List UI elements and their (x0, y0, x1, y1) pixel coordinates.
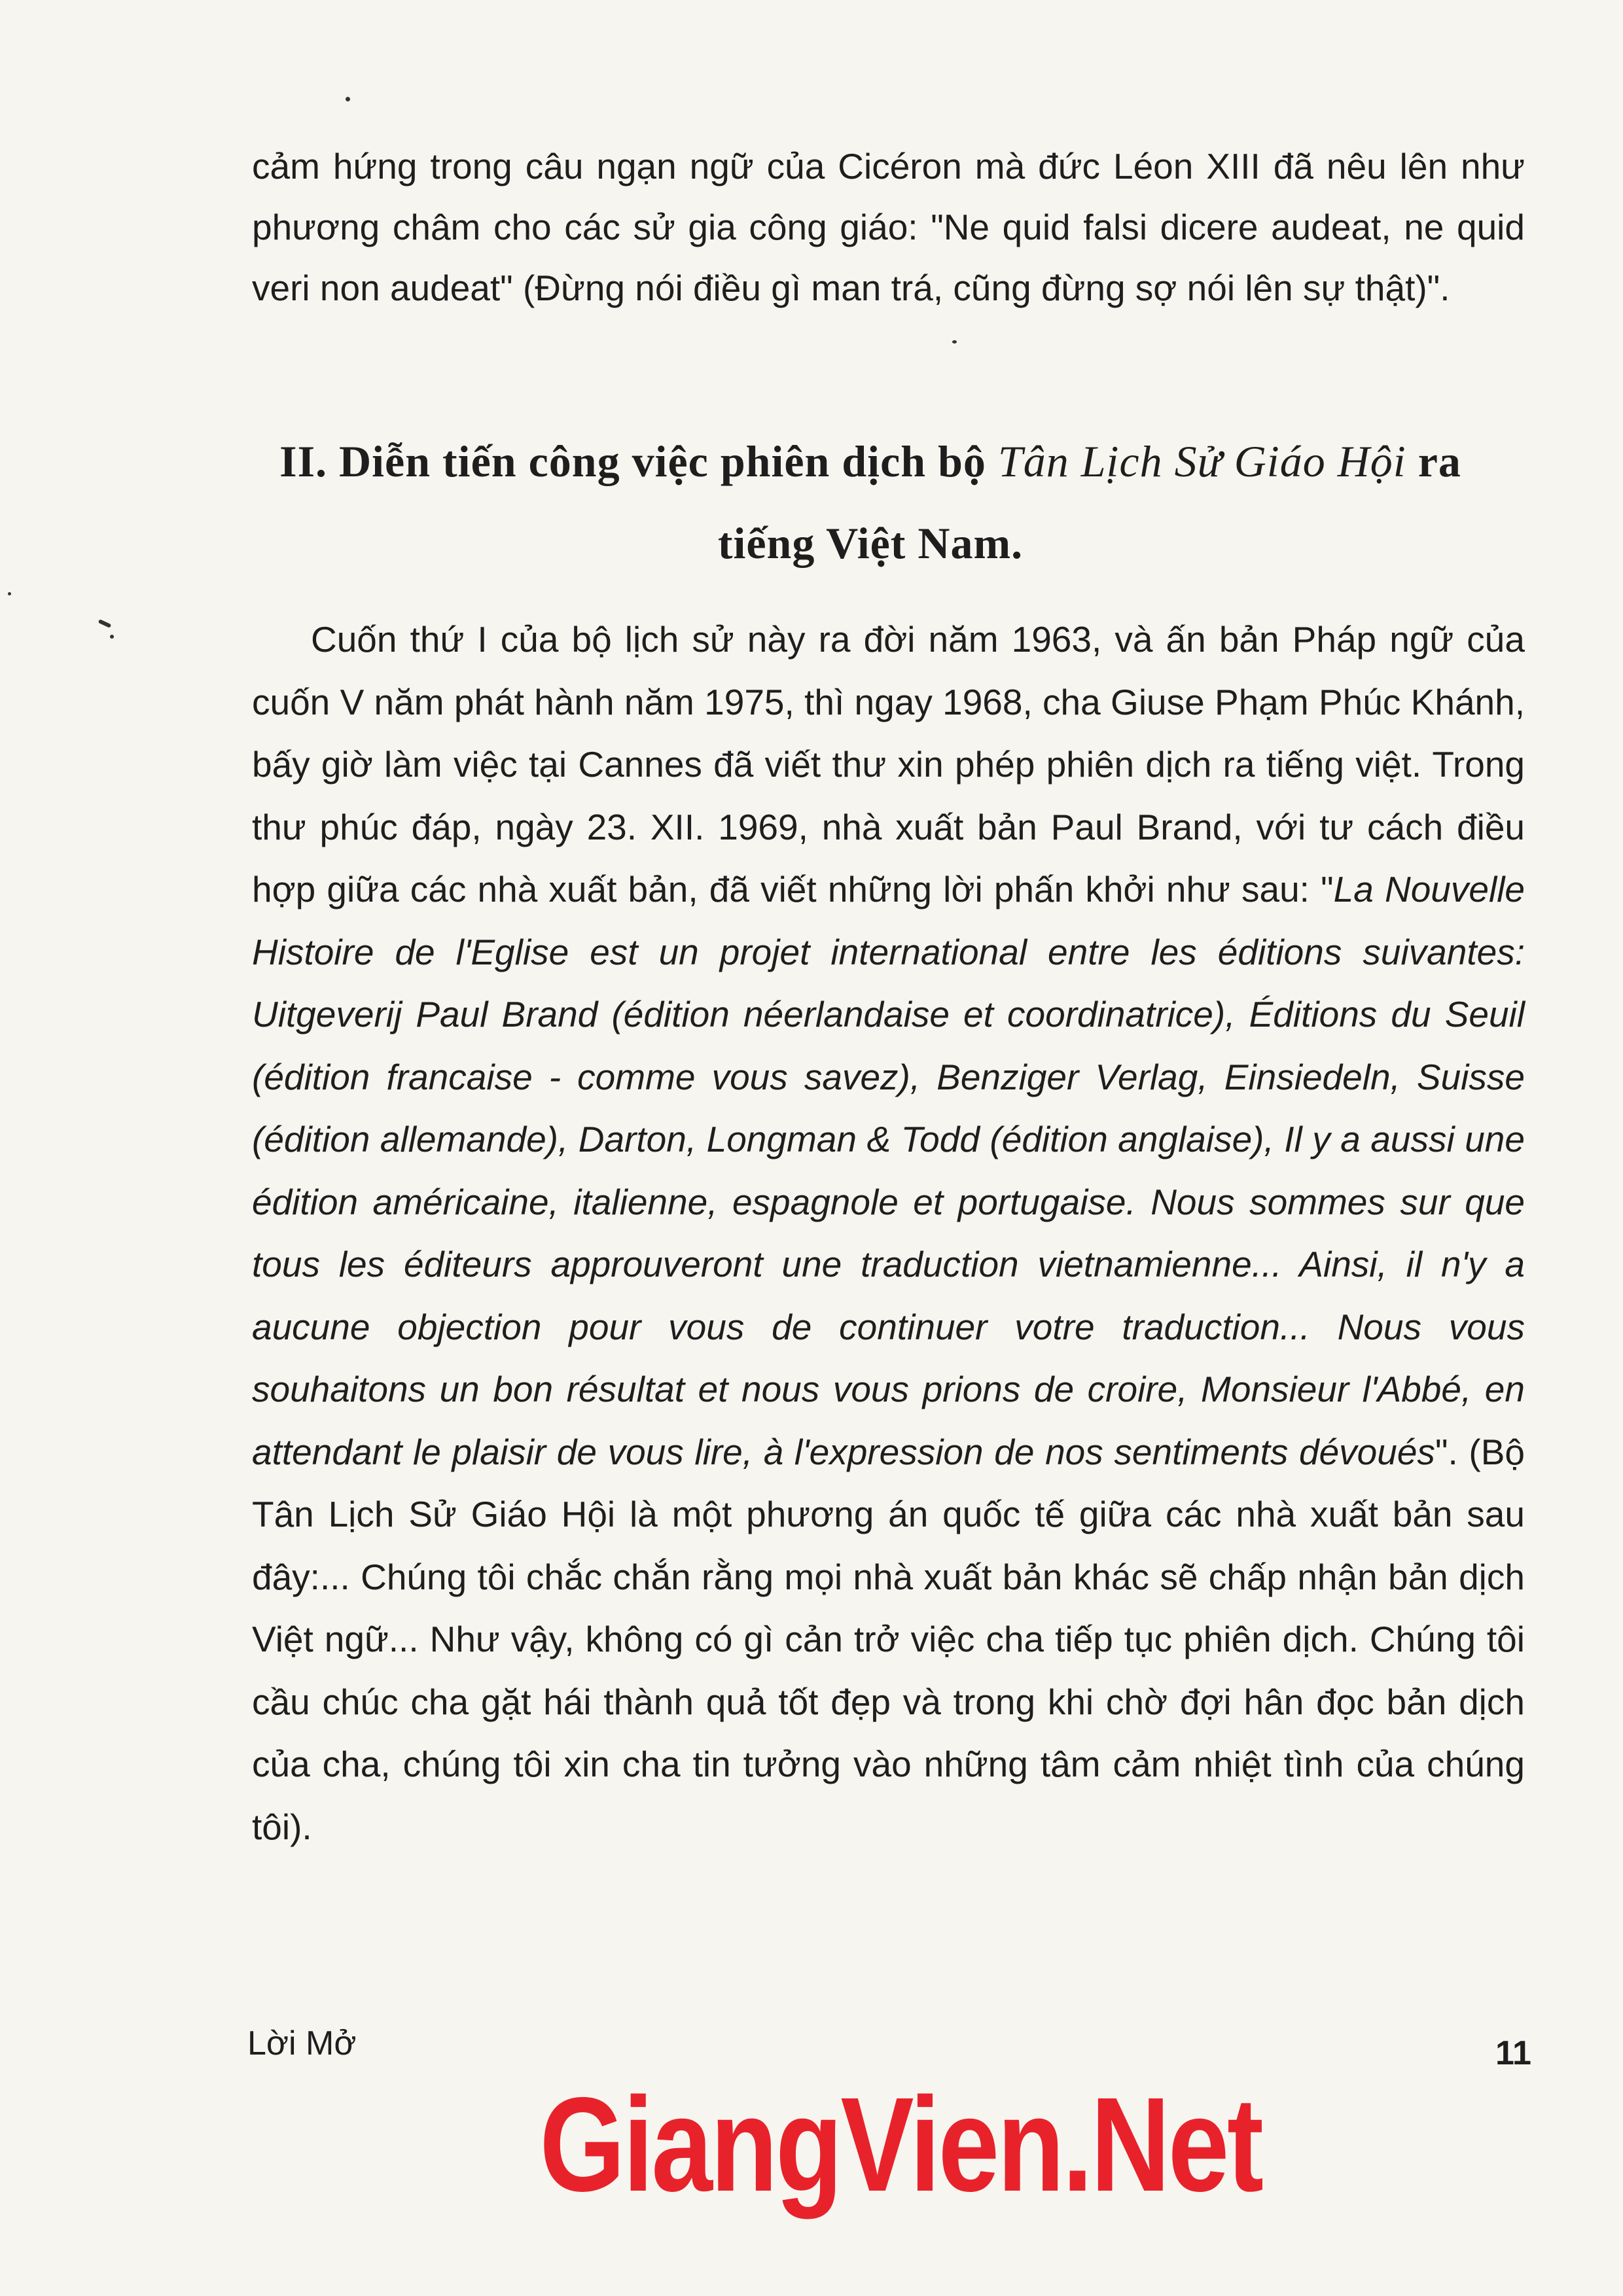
page-number: 11 (1495, 2034, 1531, 2072)
heading-prefix: II. Diễn tiến công việc phiên dịch bộ (279, 436, 998, 486)
french-quote: La Nouvelle Histoire de l'Eglise est un projet international entre les éditions suivantes: Uitgeverij Paul Brand (édition néerlandaise et coordinatrice), Éditions du Seuil (édition francaise - comme vous savez), Benziger Verlag, Einsiedeln, Suisse (édition allemande), Darton, Longman & Todd (édition anglaise), Il y a aussi une édition américaine, italienne, espagnole et portugaise. Nous sommes sur que tous les éditeurs approuveront une traduction vietnamienne... Ainsi, il n'y a aucune objection pour vous de continuer votre traduction... Nous vous souhaitons un bon résultat et nous vous prions de croire, Monsieur l'Abbé, en attendant le plaisir de vous lire, à l'expression de nos sentiments dévoués (252, 869, 1525, 1472)
scan-speck (346, 97, 350, 101)
paragraph-2-intro: Cuốn thứ I của bộ lịch sử này ra đời năm 1963, và ấn bản Pháp ngữ của cuốn V năm phát hành năm 1975, thì ngay 1968, cha Giuse Phạm Phúc Khánh, bấy giờ làm việc tại Cannes đã viết thư xin phép phiên dịch ra tiếng việt. Trong thư phúc đáp, ngày 23. XII. 1969, nhà xuất bản Paul Brand, với tư cách điều hợp giữa các nhà xuất bản, đã viết những lời phấn khởi như sau: " (252, 619, 1525, 910)
scan-speck (8, 592, 11, 595)
scan-speck (952, 340, 957, 344)
paragraph-2-translation: ". (Bộ Tân Lịch Sử Giáo Hội là một phương án quốc tế giữa các nhà xuất bản sau đây:... Chúng tôi chắc chắn rằng mọi nhà xuất bản khác sẽ chấp nhận bản dịch Việt ngữ... Như vậy, không có gì cản trở việc cha tiếp tục phiên dịch. Chúng tôi cầu chúc cha gặt hái thành quả tốt đẹp và trong khi chờ đợi hân đọc bản dịch của cha, chúng tôi xin cha tin tưởng vào những tâm cảm nhiệt tình của chúng tôi). (252, 1431, 1525, 1847)
heading-italic-title: Tân Lịch Sử Giáo Hội (997, 436, 1406, 486)
section-heading (262, 421, 1479, 584)
paragraph-1: cảm hứng trong câu ngạn ngữ của Cicéron mà đức Léon XIII đã nêu lên như phương châm cho các sử gia công giáo: "Ne quid falsi dicere audeat, ne quid veri non audeat" (Đừng nói điều gì man trá, cũng đừng sợ nói lên sự thật)". (252, 146, 1525, 308)
footer-section-title: Lời Mở (247, 2024, 357, 2062)
scan-speck (98, 619, 112, 628)
paragraph-2 (252, 609, 1525, 1858)
scan-speck (110, 635, 114, 639)
heading-suffix: ra tiếng Việt Nam. (717, 436, 1461, 568)
watermark: GiangVien.Net (539, 2070, 1262, 2219)
